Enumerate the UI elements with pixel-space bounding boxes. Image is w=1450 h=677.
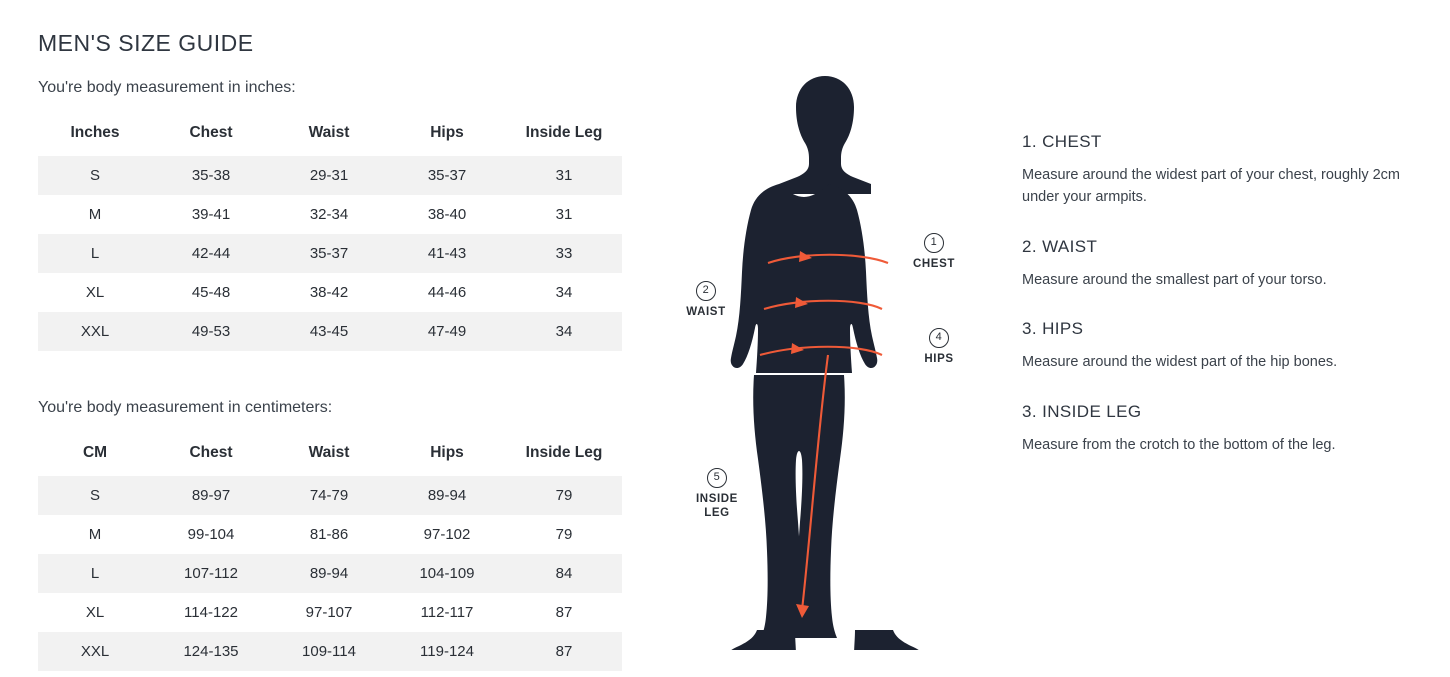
hips-value: 41-43: [388, 234, 506, 273]
callout-label-line2: LEG: [704, 507, 730, 520]
instruction-heading: 3. INSIDE LEG: [1022, 401, 1142, 421]
size-label: S: [38, 476, 152, 515]
hips-value: 119-124: [388, 632, 506, 671]
size-label: L: [38, 234, 152, 273]
waist-value: 109-114: [270, 632, 388, 671]
inside-leg-value: 84: [506, 554, 622, 593]
instructions-column: [1022, 132, 1422, 456]
callout-waist: [674, 281, 738, 319]
size-label: S: [38, 156, 152, 195]
body-diagram: [660, 70, 990, 650]
instruction-body: Measure around the widest part of the hip bones.: [1022, 354, 1338, 371]
inside-leg-value: 31: [555, 206, 573, 223]
column-header: Inside Leg: [525, 444, 603, 461]
waist-value: 38-42: [309, 284, 349, 301]
inches-size-table: [38, 113, 622, 351]
column-header: Inches: [70, 124, 120, 141]
chest-value: 99-104: [187, 526, 235, 543]
callout-number: 5: [707, 468, 727, 488]
inside-leg-value: 87: [555, 604, 573, 621]
callout-label-line1: INSIDE: [696, 493, 738, 505]
table-row: [38, 476, 622, 515]
callout-inside-leg: [680, 468, 754, 521]
inside-leg-value: 79: [506, 476, 622, 515]
chest-value: 49-53: [152, 312, 270, 351]
column-header: Inside Leg: [525, 124, 603, 141]
waist-value: 29-31: [270, 156, 388, 195]
table-row: [38, 593, 622, 632]
size-label: M: [88, 206, 102, 223]
table-row: [38, 195, 622, 234]
chest-value: 114-122: [184, 604, 238, 621]
hips-value: 38-40: [427, 206, 467, 223]
column-header: CM: [82, 444, 108, 461]
chest-value: 45-48: [191, 284, 231, 301]
instruction-body: Measure around the smallest part of your torso.: [1022, 271, 1327, 288]
section-spacer: [38, 351, 638, 399]
size-label: L: [38, 554, 152, 593]
chest-value: 39-41: [191, 206, 231, 223]
table-row: [38, 156, 622, 195]
column-header: Hips: [430, 444, 464, 461]
table-row: [38, 273, 622, 312]
inside-leg-value: 31: [506, 156, 622, 195]
table-header-row: [38, 433, 622, 476]
hips-value: 112-117: [420, 604, 474, 621]
chest-value: 42-44: [152, 234, 270, 273]
table-row: [38, 554, 622, 593]
hips-value: 47-49: [388, 312, 506, 351]
waist-value: 43-45: [270, 312, 388, 351]
hips-value: 44-46: [427, 284, 467, 301]
callout-number: 2: [696, 281, 716, 301]
instruction-heading: 3. HIPS: [1022, 319, 1084, 339]
callout-chest: [902, 233, 966, 271]
inside-leg-value: 34: [555, 284, 573, 301]
table-row: [38, 515, 622, 554]
inside-leg-value: 79: [555, 526, 573, 543]
instruction-heading: 2. WAIST: [1022, 236, 1098, 256]
instruction-hips: [1022, 319, 1422, 373]
size-label: M: [88, 526, 102, 543]
waist-value: 97-107: [305, 604, 353, 621]
page-title: MEN'S SIZE GUIDE: [38, 30, 254, 56]
table-row: [38, 632, 622, 671]
waist-value: 81-86: [309, 526, 349, 543]
chest-value: 107-112: [152, 554, 270, 593]
size-tables-column: [38, 30, 638, 671]
chest-value: 124-135: [152, 632, 270, 671]
instruction-inside-leg: [1022, 402, 1422, 456]
hips-value: 35-37: [388, 156, 506, 195]
instruction-waist: [1022, 237, 1422, 291]
chest-value: 35-38: [152, 156, 270, 195]
column-header: Hips: [430, 124, 464, 141]
callout-hips: [910, 328, 968, 366]
waist-value: 35-37: [270, 234, 388, 273]
callout-label: CHEST: [913, 258, 955, 270]
size-label: XXL: [38, 312, 152, 351]
instruction-chest: [1022, 132, 1422, 209]
instruction-body: Measure around the widest part of your chest, roughly 2cm under your armpits.: [1022, 167, 1400, 206]
table-header-row: [38, 113, 622, 156]
column-header: Waist: [308, 124, 350, 141]
size-label: XXL: [38, 632, 152, 671]
instruction-body: Measure from the crotch to the bottom of the leg.: [1022, 436, 1336, 453]
table-row: [38, 234, 622, 273]
column-header: Chest: [189, 444, 233, 461]
inside-leg-value: 87: [506, 632, 622, 671]
waist-value: 89-94: [270, 554, 388, 593]
column-header: Waist: [308, 444, 350, 461]
callout-label: HIPS: [924, 353, 954, 365]
instruction-heading: 1. CHEST: [1022, 132, 1102, 151]
hips-value: 89-94: [388, 476, 506, 515]
cm-size-table: [38, 433, 622, 671]
chest-value: 89-97: [152, 476, 270, 515]
waist-value: 32-34: [309, 206, 349, 223]
inside-leg-value: 34: [506, 312, 622, 351]
waist-value: 74-79: [270, 476, 388, 515]
cm-intro-text: You're body measurement in centimeters:: [38, 399, 333, 416]
callout-number: 1: [924, 233, 944, 253]
hips-value: 104-109: [388, 554, 506, 593]
size-label: XL: [85, 284, 105, 301]
table-row: [38, 312, 622, 351]
size-label: XL: [85, 604, 105, 621]
callout-number: 4: [929, 328, 949, 348]
inside-leg-value: 33: [506, 234, 622, 273]
column-header: Chest: [189, 124, 233, 141]
inches-intro-text: You're body measurement in inches:: [38, 79, 296, 96]
hips-value: 97-102: [423, 526, 471, 543]
callout-label: WAIST: [686, 306, 726, 318]
